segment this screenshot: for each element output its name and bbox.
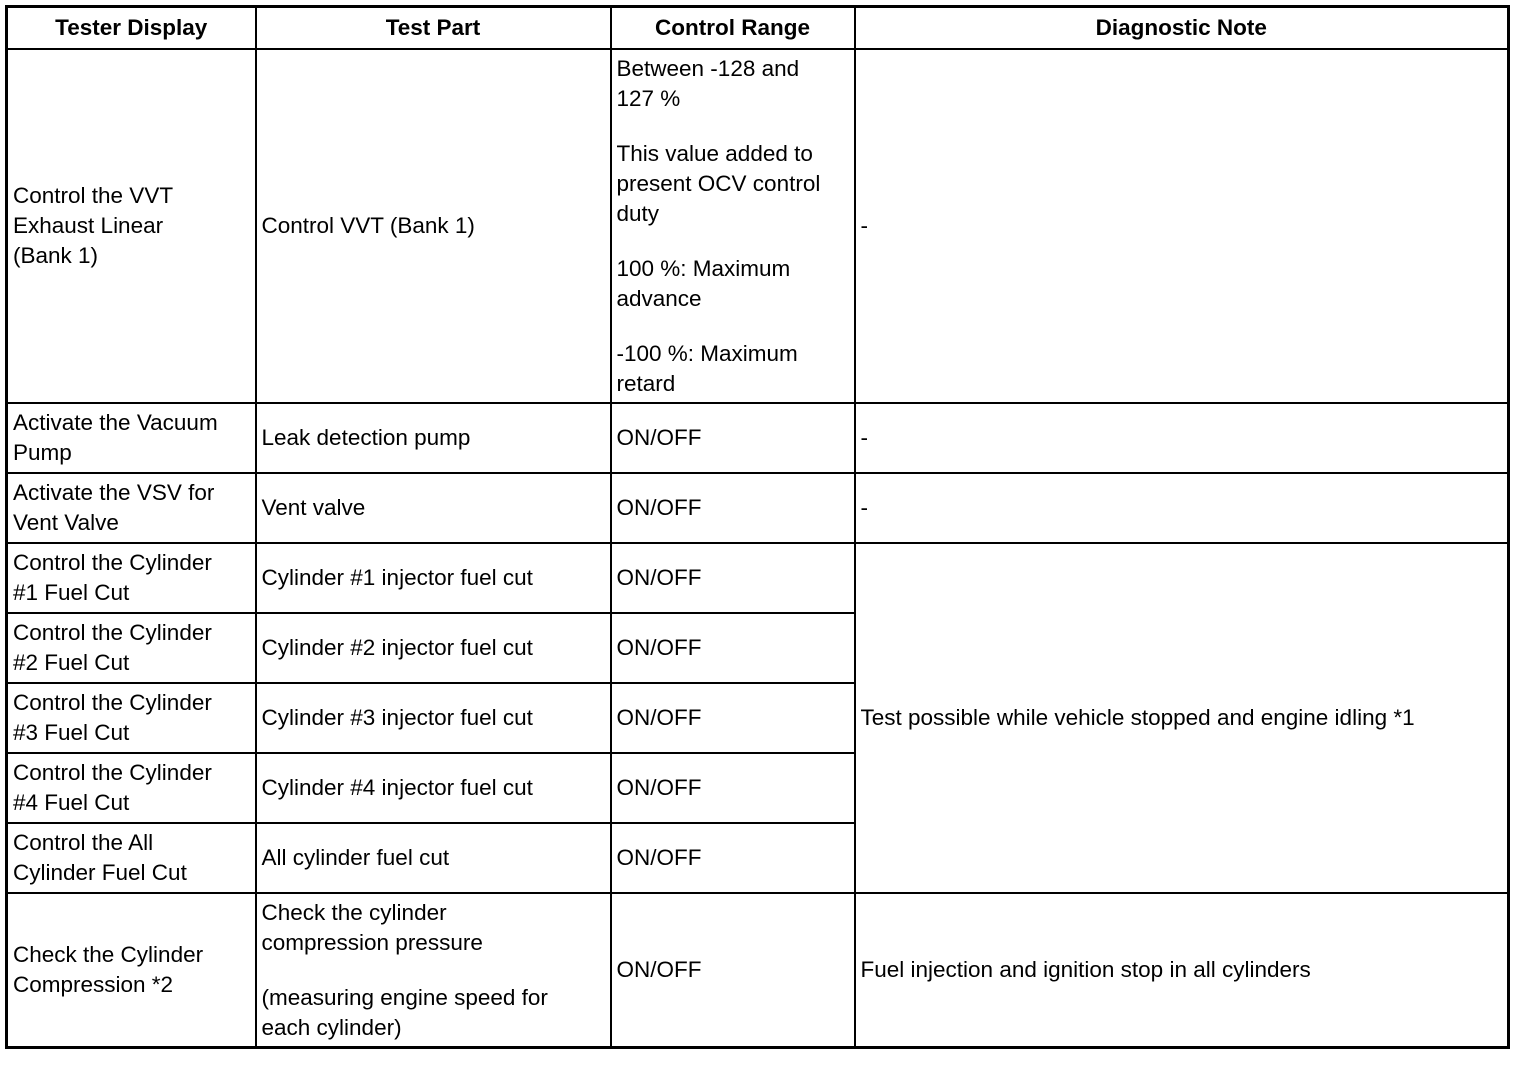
- active-test-table: [5, 5, 1510, 1049]
- header-row: [7, 7, 1509, 50]
- table-row: [7, 403, 1509, 473]
- cell-line: Check the Cylinder: [13, 942, 204, 967]
- table-row: [7, 49, 1509, 403]
- test-part-paragraph: [262, 898, 605, 958]
- cell-line: duty: [616, 200, 660, 226]
- cell-line: Control the Cylinder: [13, 690, 212, 715]
- header-test-part: Test Part: [256, 7, 611, 50]
- header-diagnostic-note: Diagnostic Note: [855, 7, 1509, 50]
- test-part-cell: Vent valve: [256, 473, 611, 543]
- cell-line: #1 Fuel Cut: [13, 580, 130, 605]
- cell-line: #3 Fuel Cut: [13, 720, 130, 745]
- cell-line: Control the VVT: [13, 183, 174, 208]
- range-paragraph: [617, 339, 849, 399]
- cell-line: Control the Cylinder: [13, 550, 212, 575]
- cell-line: -100 %: Maximum: [616, 340, 798, 366]
- control-range-cell: ON/OFF: [611, 753, 855, 823]
- range-paragraph: [617, 54, 849, 114]
- cell-line: Between -128 and: [616, 55, 800, 81]
- control-range-cell: [611, 49, 855, 403]
- tester-display-cell: [7, 613, 256, 683]
- tester-display-cell: [7, 473, 256, 543]
- tester-display-cell: [7, 543, 256, 613]
- cell-line: 100 %: Maximum: [616, 255, 791, 281]
- diagnostic-note-cell: Fuel injection and ignition stop in all cylinders: [855, 893, 1509, 1048]
- control-range-cell: ON/OFF: [611, 613, 855, 683]
- tester-display-cell: [7, 893, 256, 1048]
- cell-line: Cylinder Fuel Cut: [13, 860, 187, 885]
- cell-line: (measuring engine speed for: [261, 984, 548, 1010]
- cell-line: present OCV control: [616, 170, 821, 196]
- range-paragraph: [617, 139, 849, 229]
- control-range-cell: ON/OFF: [611, 543, 855, 613]
- test-part-cell: Cylinder #3 injector fuel cut: [256, 683, 611, 753]
- test-part-cell: Control VVT (Bank 1): [256, 49, 611, 403]
- control-range-cell: ON/OFF: [611, 473, 855, 543]
- header-control-range: Control Range: [611, 7, 855, 50]
- test-part-cell: Cylinder #2 injector fuel cut: [256, 613, 611, 683]
- control-range-cell: ON/OFF: [611, 683, 855, 753]
- cell-line: 127 %: [616, 85, 681, 111]
- table-row: [7, 473, 1509, 543]
- table-row: [7, 543, 1509, 613]
- control-range-cell: ON/OFF: [611, 893, 855, 1048]
- cell-line: retard: [616, 370, 676, 396]
- cell-line: Exhaust Linear: [13, 213, 164, 238]
- control-range-cell: ON/OFF: [611, 403, 855, 473]
- diagnostic-note-cell: -: [855, 49, 1509, 403]
- header-tester-display: Tester Display: [7, 7, 256, 50]
- cell-line: Vent Valve: [13, 510, 119, 535]
- test-part-cell: Cylinder #4 injector fuel cut: [256, 753, 611, 823]
- tester-display-cell: [7, 753, 256, 823]
- control-range-cell: ON/OFF: [611, 823, 855, 893]
- tester-display-cell: [7, 49, 256, 403]
- cell-line: This value added to: [616, 140, 813, 166]
- diagnostic-note-cell: -: [855, 473, 1509, 543]
- cell-line: Activate the Vacuum: [13, 410, 218, 435]
- test-part-cell: All cylinder fuel cut: [256, 823, 611, 893]
- cell-line: each cylinder): [261, 1014, 402, 1040]
- diagnostic-note-merged-cell: Test possible while vehicle stopped and engine idling *1: [855, 543, 1509, 893]
- cell-line: (Bank 1): [13, 243, 99, 268]
- range-paragraph: [617, 254, 849, 314]
- cell-line: Control the All: [13, 830, 154, 855]
- test-part-paragraph: [262, 983, 605, 1043]
- cell-line: Activate the VSV for: [13, 480, 215, 505]
- cell-line: Compression *2: [13, 972, 174, 997]
- cell-line: Pump: [13, 440, 72, 465]
- test-part-cell: Leak detection pump: [256, 403, 611, 473]
- cell-line: Control the Cylinder: [13, 620, 212, 645]
- tester-display-cell: [7, 683, 256, 753]
- cell-line: Check the cylinder: [261, 899, 447, 925]
- cell-line: compression pressure: [261, 929, 483, 955]
- diagnostic-note-cell: -: [855, 403, 1509, 473]
- table-row: [7, 893, 1509, 1048]
- cell-line: Control the Cylinder: [13, 760, 212, 785]
- cell-line: advance: [616, 285, 702, 311]
- tester-display-cell: [7, 403, 256, 473]
- test-part-cell: Cylinder #1 injector fuel cut: [256, 543, 611, 613]
- cell-line: #2 Fuel Cut: [13, 650, 130, 675]
- tester-display-cell: [7, 823, 256, 893]
- test-part-cell: [256, 893, 611, 1048]
- cell-line: #4 Fuel Cut: [13, 790, 130, 815]
